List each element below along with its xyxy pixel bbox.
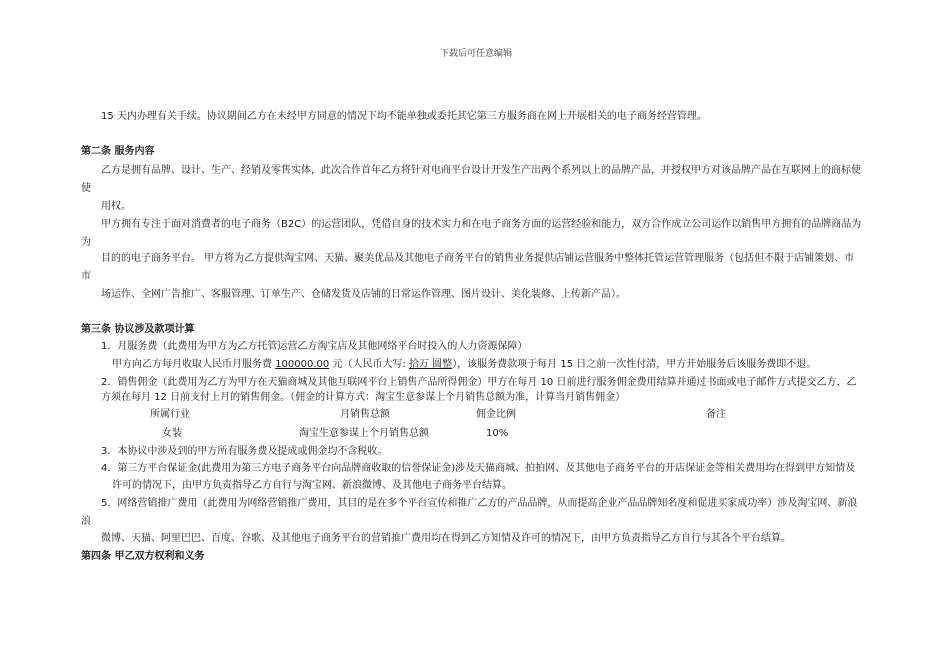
item-1-detail-mid: 元（人民币大写: [329, 359, 409, 370]
item-1-detail [112, 358, 816, 372]
item-5-cont: 微博、天猫、阿里巴巴、百度、谷歌、及其他电子商务平台的营销推广费用均在得到乙方知情及许可的情况下，由甲方负责指导乙方自行与其各个平台结算。 [101, 533, 791, 544]
table-header-monthly-sales: 月销售总额 [340, 409, 390, 420]
paragraph-continuation: 15 天内办理有关手续。协议期间乙方在未经甲方同意的情况下均不能单独或委托其它第三方服务商在网上开展相关的电子商务经营管理。 [101, 111, 707, 122]
article-2-heading: 第二条 服务内容 [81, 146, 155, 157]
table-cell-industry: 女装 [162, 428, 182, 439]
article-3-heading: 第三条 协议涉及款项计算 [81, 324, 195, 335]
article-2-line-2: 用权。 [101, 201, 131, 212]
article-2-line-4: 目的的电子商务平台。 甲方将为乙方提供淘宝网、天猫、聚美优品及其他电子商务平台的销售业务提供店铺运营服务中整体托管运营管理服务（包括但不限于店铺策划、市 [101, 253, 855, 264]
item-4: 4．第三方平台保证金(此费用为第三方电子商务平台向品牌商收取的信誉保证金)涉及天猫商城、拍拍网、及其他电子商务平台的开店保证金等相关费用均在得到甲方知情及 [101, 463, 856, 474]
article-2-line-3: 甲方拥有专注于面对消费者的电子商务（B2C）的运营团队，凭借自身的技术实力和在电子商务方面的运营经验和能力，双方合作成立公司运作以销售甲方拥有的品牌商品为 [101, 219, 862, 230]
article-2-line-4-wrap: 市 [81, 271, 91, 282]
page-header: 下载后可任意编辑 [440, 49, 513, 59]
table-cell-monthly-sales: 淘宝生意参谋上个月销售总额 [299, 428, 429, 439]
item-2: 2．销售佣金（此费用为乙方为甲方在天猫商城及其他互联网平台上销售产品所得佣金）甲方在每月 10 日前进行服务佣金费用结算并通过书面或电子邮件方式提交乙方，乙 [101, 377, 857, 388]
article-2-line-5: 场运作、全网广告推广、客服管理、订单生产、仓储发货及店铺的日常运作管理、图片设计、美化装修、上传新产品）。 [101, 289, 626, 300]
item-1-detail-pre: 甲方向乙方每月收取人民币月服务费 [112, 359, 276, 370]
table-header-notes: 备注 [706, 409, 726, 420]
monthly-fee-amount: 100000.00 [275, 359, 330, 370]
item-3: 3．本协议中涉及到的甲方所有服务费及提成或佣金均不含税收。 [101, 446, 388, 457]
article-2-line-3-wrap: 为 [81, 237, 91, 248]
table-header-industry: 所属行业 [150, 409, 190, 420]
item-4-cont: 许可的情况下，由甲方负责指导乙方自行与淘宝网、新浪微博、及其他电子商务平台结算。 [112, 480, 512, 491]
table-cell-commission-rate: 10% [486, 428, 509, 439]
article-4-heading: 第四条 甲乙双方权利和义务 [81, 551, 205, 562]
article-2-line-1-wrap: 使 [81, 183, 91, 194]
monthly-fee-upper: 拾万 圆整 [409, 359, 453, 370]
item-2-cont: 方须在每月 12 日前支付上月的销售佣金。（佣金的计算方式：淘宝生意参谋上个月销售总额为准，计算当月销售佣金） [101, 392, 626, 403]
item-5: 5．网络营销推广费用（此费用为网络营销推广费用，其目的是在多个平台宣传和推广乙方的产品品牌，从而提高企业产品品牌知名度和促进买家成功率）涉及淘宝网、新浪 [101, 498, 858, 509]
table-header-commission-rate: 佣金比例 [476, 409, 516, 420]
item-1-detail-post: ），该服务费款项于每月 15 日之前一次性付清，甲方开始服务后该服务费即不退。 [452, 359, 817, 370]
item-5-wrap: 浪 [81, 516, 91, 527]
article-2-line-1: 乙方是拥有品牌、设计、生产、经销及零售实体，此次合作首年乙方将针对电商平台设计开发生产出两个系列以上的品牌产品，并授权甲方对该品牌产品在互联网上的商标使 [101, 165, 861, 176]
item-1: 1．月服务费（此费用为甲方为乙方托管运营乙方淘宝店及其他网络平台时投入的人力资源保障） [101, 341, 528, 352]
